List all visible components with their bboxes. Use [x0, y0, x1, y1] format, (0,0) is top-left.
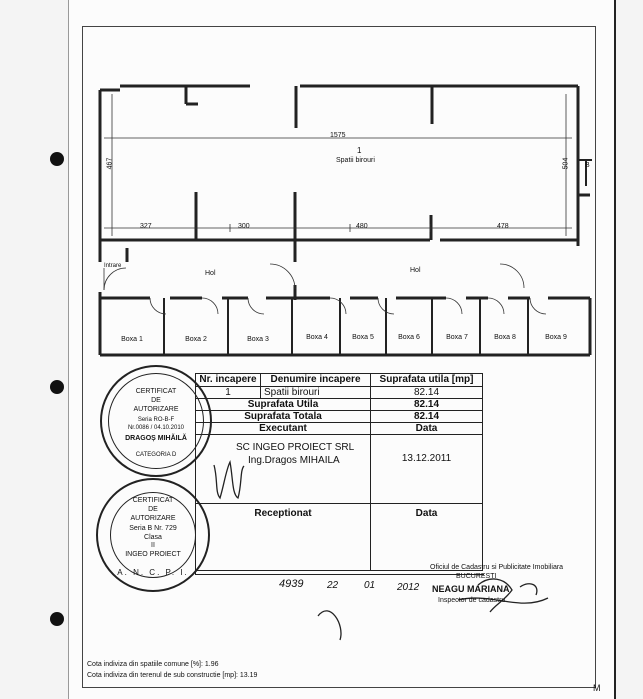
dim-bottom-3: 480 [356, 223, 368, 230]
box-label-2: Boxa 2 [185, 336, 207, 343]
utila-value: 82.14 [371, 399, 483, 411]
totala-value: 82.14 [371, 411, 483, 423]
handwritten-4: 2012 [397, 582, 420, 593]
dim-bottom-2: 300 [238, 223, 250, 230]
company-name: SC INGEO PROIECT SRL [236, 442, 355, 453]
table-row [196, 387, 483, 399]
box-label-4: Boxa 4 [306, 334, 328, 341]
box-label-3: Boxa 3 [247, 336, 269, 343]
box-label-7: Boxa 7 [446, 334, 468, 341]
engineer-name: Ing.Dragos MIHAILA [248, 455, 340, 466]
executant-label: Executant [196, 423, 371, 435]
totala-label: Suprafata Totala [196, 411, 371, 423]
cell-area: 82.14 [371, 387, 483, 399]
stamp2-l7: INGEO PROIECT [125, 551, 181, 558]
col-header-nr: Nr. incapere [196, 374, 261, 387]
handwritten-2: 22 [327, 580, 339, 591]
box-label-1: Boxa 1 [121, 336, 143, 343]
ocpi-line1: Oficiul de Cadastru si Publicitate Imobiliara [430, 564, 564, 571]
stamp-authorization-1 [100, 365, 212, 477]
stamp1-l7: CATEGORIA D [135, 452, 177, 458]
dim-top: 1575 [330, 132, 346, 139]
stamp2-l2: DE [148, 506, 158, 513]
stamp1-l6: DRAGOȘ MIHĂILĂ [125, 435, 187, 442]
utila-label: Suprafata Utila [196, 399, 371, 411]
stamp-authorization-2 [96, 478, 210, 592]
box-label-8: Boxa 8 [494, 334, 516, 341]
hol-right-label: Hol [410, 267, 421, 274]
executant-cell [196, 435, 371, 504]
stamp1-l5: Nr.0086 / 04.10.2010 [127, 425, 185, 431]
stamp1-l4: Seria RO-B-F [137, 417, 175, 423]
col-header-area: Suprafata utila [mp] [371, 374, 483, 387]
ocpi-line2: BUCURESTI [456, 573, 497, 580]
handwritten-1: 4939 [279, 578, 304, 590]
hol-left-label: Hol [205, 270, 216, 277]
data-label: Data [371, 423, 483, 435]
dim-bottom-4: 478 [497, 223, 509, 230]
ocpi-name: NEAGU MARIANA [432, 584, 510, 594]
footer-line-1: Cota indiviza din spatiile comune [%]: 1.96 [87, 661, 219, 668]
stamp1-l3: AUTORIZARE [133, 406, 179, 413]
cell-name: Spatii birouri [261, 387, 371, 399]
box-label-9: Boxa 9 [545, 334, 567, 341]
handwritten-3: 01 [364, 580, 376, 591]
exec-date: 13.12.2011 [371, 435, 483, 504]
dim-right: 504 [562, 157, 570, 170]
stamp1-l2: DE [151, 397, 161, 404]
cell-nr: 1 [196, 387, 261, 399]
box-label-6: Boxa 6 [398, 334, 420, 341]
receptionat-label: Receptionat [196, 504, 371, 571]
stamp2-l1: CERTIFICAT [132, 497, 174, 504]
table-tail [195, 549, 484, 575]
stamp2-l4: Seria B Nr. 729 [129, 525, 177, 532]
room-number: 1 [357, 146, 362, 155]
stamp2-l6: II [151, 542, 155, 549]
dim-left: 467 [106, 157, 114, 170]
right-tag: B [585, 162, 590, 169]
box-label-5: Boxa 5 [352, 334, 374, 341]
stamp2-l3: AUTORIZARE [130, 515, 176, 522]
dim-bottom-1: 327 [140, 223, 152, 230]
area-table [195, 373, 483, 571]
stamp1-l1: CERTIFICAT [135, 388, 177, 395]
stamp2-l5: Clasa [144, 534, 162, 541]
footer-line-2: Cota indiviza din terenul de sub constructie [mp]: 13.19 [87, 672, 258, 679]
room-name: Spatii birouri [336, 157, 375, 164]
corner-mark: M [593, 683, 601, 693]
intrare-label: Intrare [104, 263, 122, 269]
ocpi-role: Inspector de cadastru [438, 597, 506, 604]
data-label-2: Data [371, 504, 483, 571]
stamp2-bottom: A. N. C. P. I. [117, 568, 189, 577]
col-header-name: Denumire incapere [261, 374, 371, 387]
